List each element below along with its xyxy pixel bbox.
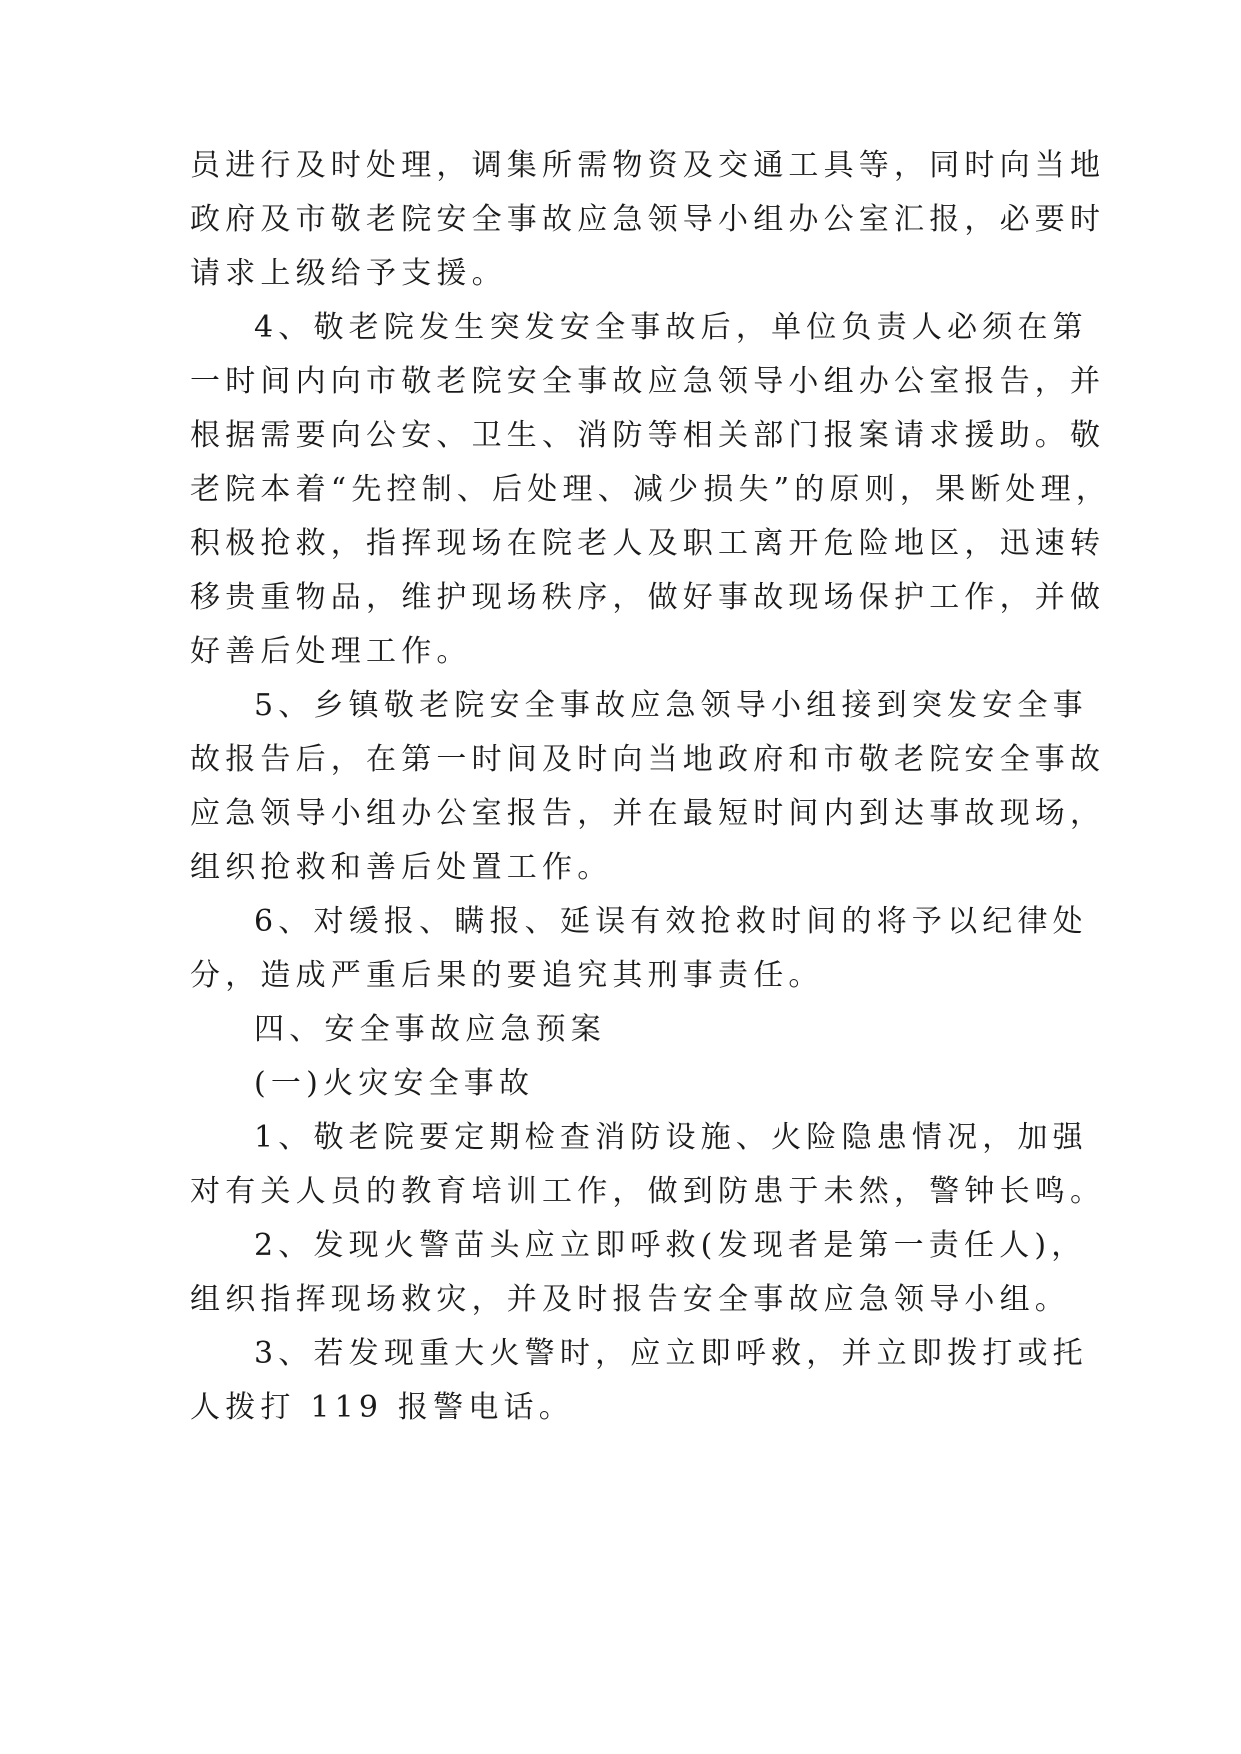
item-3-start: 3、若发现重大火警时，应立即呼救，并立即拨打或托: [254, 1336, 1088, 1371]
text-line: 积极抢救，指挥现场在院老人及职工离开危险地区，迅速转: [190, 526, 1106, 561]
text-line: 根据需要向公安、卫生、消防等相关部门报案请求援助。敬: [190, 418, 1106, 453]
text-line: 组织抢救和善后处置工作。: [190, 850, 613, 885]
item-2-start: 2、发现火警苗头应立即呼救(发现者是第一责任人)，: [254, 1228, 1087, 1263]
section-heading: 四、安全事故应急预案: [254, 1012, 606, 1047]
text-line: 一时间内向市敬老院安全事故应急领导小组办公室报告，并: [190, 364, 1106, 399]
text-line: 员进行及时处理，调集所需物资及交通工具等，同时向当地: [190, 148, 1106, 183]
item-1-start: 1、敬老院要定期检查消防设施、火险隐患情况，加强: [254, 1120, 1088, 1155]
text-line: 移贵重物品，维护现场秩序，做好事故现场保护工作，并做: [190, 580, 1106, 615]
text-line: 请求上级给予支援。: [190, 256, 507, 291]
text-line: 人拨打 119 报警电话。: [190, 1390, 574, 1425]
paragraph-5-start: 5、乡镇敬老院安全事故应急领导小组接到突发安全事: [254, 688, 1088, 723]
text-line: 政府及市敬老院安全事故应急领导小组办公室汇报，必要时: [190, 202, 1106, 237]
paragraph-6-start: 6、对缓报、瞒报、延误有效抢救时间的将予以纪律处: [254, 904, 1088, 939]
text-line: 老院本着“先控制、后处理、减少损失”的原则，果断处理，: [190, 472, 1112, 507]
text-line: 故报告后，在第一时间及时向当地政府和市敬老院安全事故: [190, 742, 1106, 777]
text-line: 组织指挥现场救灾，并及时报告安全事故应急领导小组。: [190, 1282, 1070, 1317]
text-line: 对有关人员的教育培训工作，做到防患于未然，警钟长鸣。: [190, 1174, 1106, 1209]
text-line: 好善后处理工作。: [190, 634, 472, 669]
subsection-heading: (一)火灾安全事故: [254, 1066, 535, 1101]
paragraph-4-start: 4、敬老院发生突发安全事故后，单位负责人必须在第: [254, 310, 1088, 345]
text-line: 分，造成严重后果的要追究其刑事责任。: [190, 958, 824, 993]
text-line: 应急领导小组办公室报告，并在最短时间内到达事故现场，: [190, 796, 1106, 831]
